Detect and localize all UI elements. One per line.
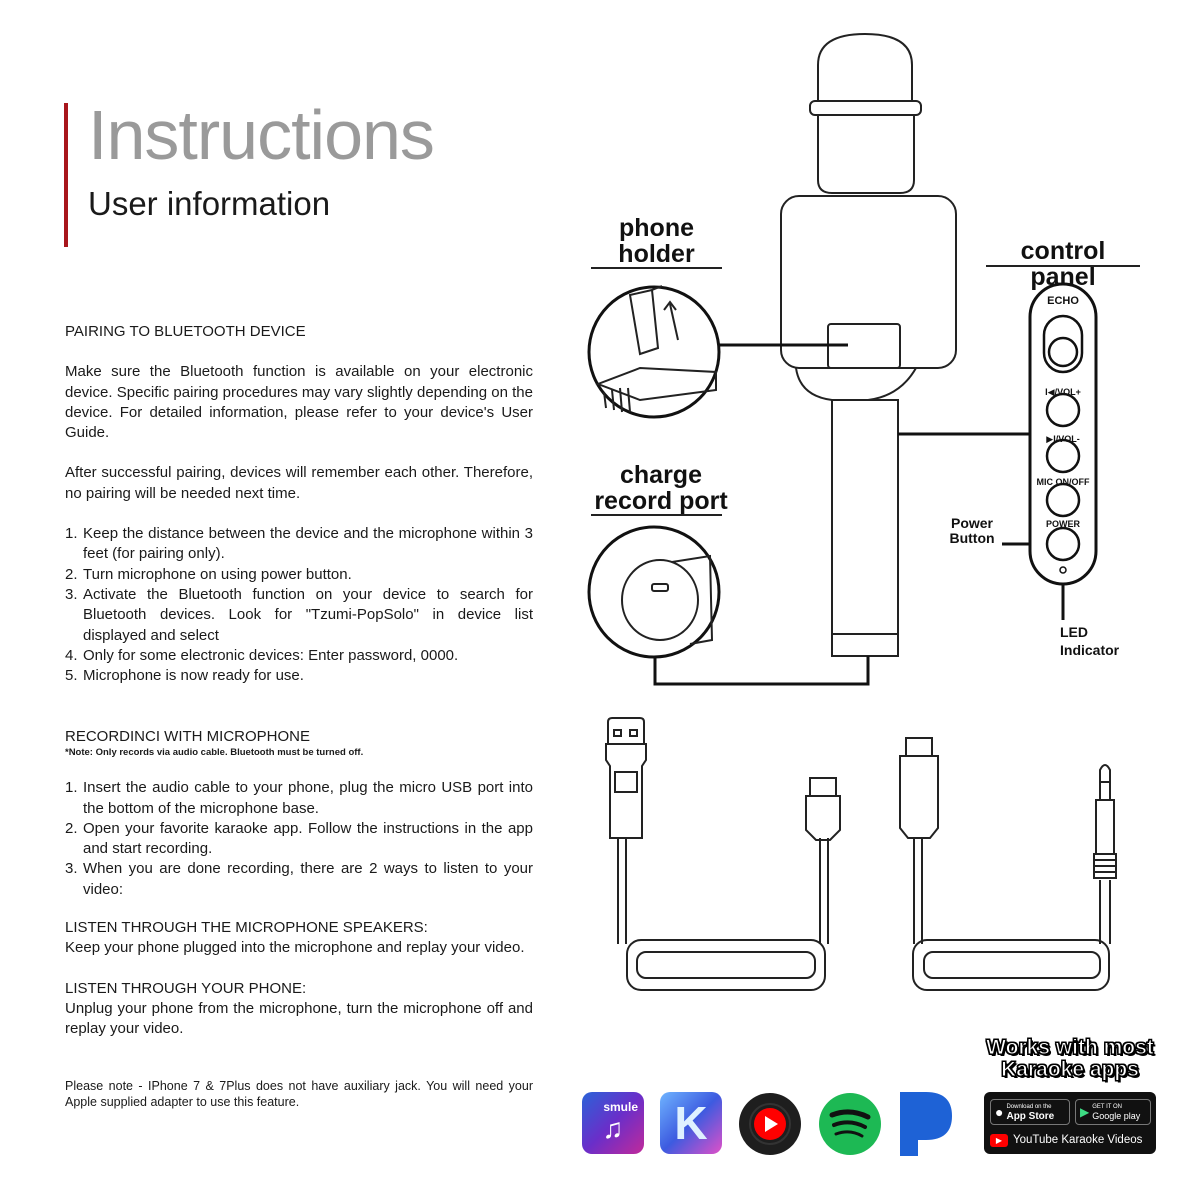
- label-line: Button: [949, 529, 995, 546]
- step-number: 3.: [65, 585, 78, 603]
- list-item: [65, 524, 533, 565]
- speakers-text: Keep your phone plugged into the microphone and replay your video.: [65, 939, 525, 957]
- youtube-karaoke-link[interactable]: [990, 1130, 1154, 1150]
- step-text: Open your favorite karaoke app. Follow the instructions in the app and start recording.: [83, 819, 533, 858]
- recording-steps: [65, 778, 533, 900]
- echo-label: ECHO: [1047, 295, 1079, 307]
- step-number: 5.: [65, 667, 78, 685]
- mic-body: [781, 196, 956, 368]
- banner-line: Works with most: [986, 1036, 1154, 1059]
- pairing-section: [65, 322, 533, 686]
- step-number: 2.: [65, 819, 78, 837]
- label-line: charge: [620, 461, 702, 489]
- step-text: Only for some electronic devices: Enter password, 0000.: [83, 646, 459, 664]
- list-item: [65, 565, 533, 585]
- play-triangle-icon: ▶: [1080, 1105, 1090, 1119]
- usb-cable: [606, 718, 840, 990]
- smule-app-icon: [582, 1092, 644, 1154]
- youtube-play-icon: ▶: [990, 1134, 1008, 1147]
- step-number: 3.: [65, 860, 78, 878]
- step-text: Keep the distance between the device and the microphone within 3 feet (for pairing only).: [83, 525, 533, 563]
- list-item: [65, 666, 533, 686]
- label-line: LED: [1060, 624, 1088, 640]
- mic-handle: [832, 400, 898, 656]
- list-item: [65, 819, 533, 860]
- speakers-heading: LISTEN THROUGH THE MICROPHONE SPEAKERS:: [65, 919, 428, 937]
- step-text: Insert the audio cable to your phone, plug the micro USB port into the bottom of the microphone base.: [83, 779, 533, 817]
- apple-icon: ●: [995, 1104, 1004, 1120]
- pairing-paragraph-2: After successful pairing, devices will remember each other. Therefore, no pairing will be needed next time.: [65, 464, 533, 502]
- step-text: When you are done recording, there are 2 ways to listen to your video:: [83, 860, 533, 898]
- badge-big-text: Google play: [1092, 1111, 1141, 1121]
- phone-holder-label: [591, 215, 722, 268]
- badge-small-text: GET IT ON: [1092, 1104, 1123, 1110]
- works-with-banner: [960, 1037, 1180, 1081]
- recording-note: *Note: Only records via audio cable. Bluetooth must be turned off.: [65, 747, 364, 759]
- recording-heading: RECORDINCI WITH MICROPHONE: [65, 728, 310, 745]
- label-line: Power: [950, 515, 993, 531]
- k-letter-icon: K: [674, 1097, 708, 1149]
- power-button-callout: [942, 516, 1002, 545]
- banner-line: Karaoke apps: [1001, 1058, 1139, 1081]
- label-line: phone: [619, 214, 694, 242]
- recording-section: [65, 727, 533, 1110]
- microphone-diagram: [560, 20, 1180, 1010]
- smule-label: smule: [603, 1100, 638, 1114]
- list-item: [65, 859, 533, 900]
- step-number: 2.: [65, 565, 78, 583]
- music-note-icon: ♫: [602, 1113, 624, 1144]
- page-title: Instructions: [88, 96, 434, 174]
- step-number: 4.: [65, 646, 78, 664]
- audio-cable: [900, 738, 1116, 990]
- label-line: holder: [618, 240, 695, 269]
- list-item: [65, 585, 533, 646]
- youtube-karaoke-label: YouTube Karaoke Videos: [1013, 1134, 1143, 1146]
- list-item: [65, 778, 533, 819]
- label-line: record port: [594, 487, 728, 516]
- please-note: Please note - IPhone 7 & 7Plus does not have auxiliary jack. You will need your Apple supplied adapter to use this feature.: [65, 1078, 533, 1109]
- step-text: Activate the Bluetooth function on your device to search for Bluetooth devices. Look for "Tzumi-PopSolo" in device list displayed and select: [83, 585, 533, 644]
- pairing-steps: [65, 524, 533, 686]
- led-callout: [1060, 623, 1140, 659]
- charge-port-label: [591, 462, 731, 515]
- power-label: POWER: [1045, 519, 1080, 529]
- step-number: 1.: [65, 779, 78, 797]
- step-number: 1.: [65, 525, 78, 543]
- control-panel-label: control panel: [1020, 237, 1106, 292]
- phone-heading: LISTEN THROUGH YOUR PHONE:: [65, 979, 307, 997]
- accent-bar: [64, 103, 68, 247]
- next-vol-label: ▶I/VOL-: [1046, 434, 1080, 444]
- mic-grille: [818, 34, 912, 102]
- mic-ring: [810, 101, 921, 115]
- step-text: Microphone is now ready for use.: [83, 667, 304, 685]
- karaoke-app-icon: [660, 1092, 722, 1154]
- step-text: Turn microphone on using power button.: [83, 565, 352, 583]
- app-store-badge[interactable]: [990, 1099, 1070, 1125]
- charge-port-leader: [655, 645, 868, 684]
- list-item: [65, 646, 533, 666]
- spotify-icon: [818, 1092, 882, 1156]
- badge-small-text: Download on the: [1006, 1104, 1052, 1110]
- google-play-badge[interactable]: [1075, 1099, 1151, 1125]
- mic-neck: [818, 115, 914, 193]
- youtube-music-icon: [738, 1092, 802, 1156]
- badge-big-text: App Store: [1006, 1111, 1055, 1122]
- label-line: Indicator: [1060, 642, 1120, 658]
- page-subtitle: User information: [88, 185, 331, 222]
- pandora-icon: [896, 1090, 958, 1158]
- mic-label: MIC ON/OFF: [1036, 477, 1090, 487]
- pairing-paragraph-1: Make sure the Bluetooth function is available on your electronic device. Specific pairing procedures may vary slightly depending on the device. For detailed information, please refer to your device's User Guide.: [65, 363, 533, 442]
- phone-text: Unplug your phone from the microphone, turn the microphone off and replay your video.: [65, 999, 533, 1038]
- pairing-heading: PAIRING TO BLUETOOTH DEVICE: [65, 323, 306, 340]
- prev-vol-label: I◀/VOL+: [1045, 387, 1081, 397]
